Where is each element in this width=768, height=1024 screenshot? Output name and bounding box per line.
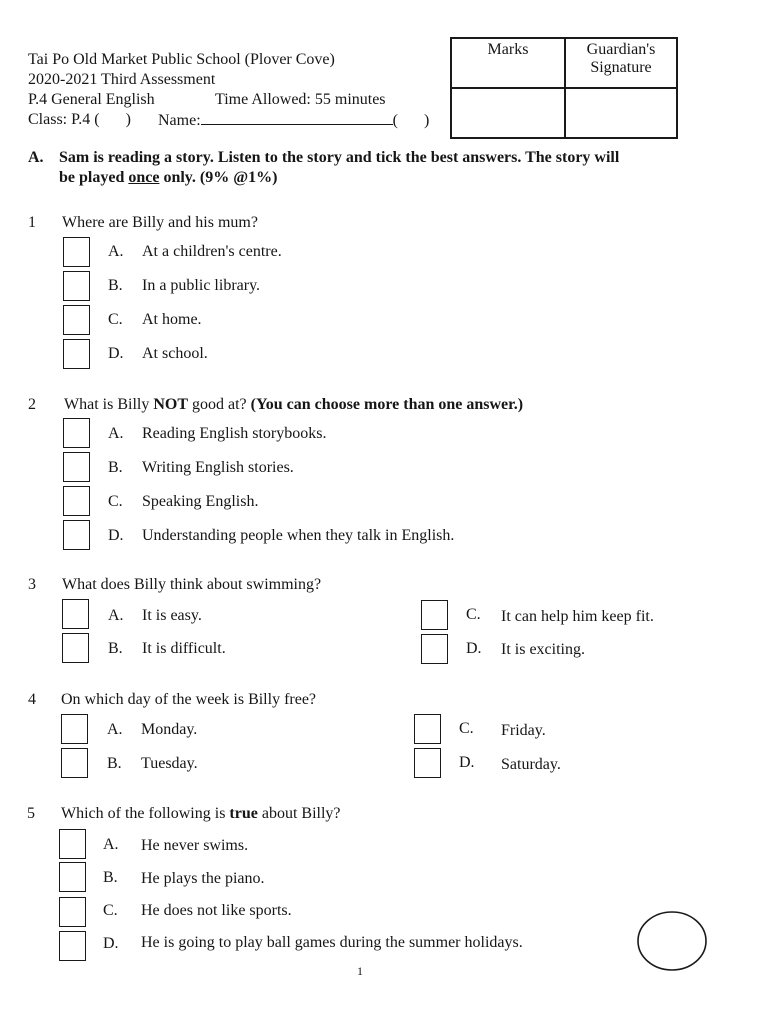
q2-option-b: Writing English stories. xyxy=(142,459,294,476)
q4-checkbox-a[interactable] xyxy=(61,714,88,744)
guardian-signature-header xyxy=(565,38,677,88)
q3-checkbox-b[interactable] xyxy=(62,633,89,663)
q5-checkbox-a[interactable] xyxy=(59,829,86,859)
q5-checkbox-c[interactable] xyxy=(59,897,86,927)
section-letter: A. xyxy=(28,149,44,166)
q2-checkbox-b[interactable] xyxy=(63,452,90,482)
q4-option-a: Monday. xyxy=(141,721,198,738)
q1-option-d: At school. xyxy=(142,345,208,362)
score-circle[interactable] xyxy=(636,910,710,974)
q2-letter-b: B. xyxy=(108,459,123,476)
name-paren-open: ( xyxy=(392,112,398,129)
q2-letter-d: D. xyxy=(108,527,124,544)
q1-letter-c: C. xyxy=(108,311,123,328)
name-line[interactable] xyxy=(201,110,393,125)
q2-letter-c: C. xyxy=(108,493,123,510)
question-1-text: Where are Billy and his mum? xyxy=(62,214,258,231)
q1-option-b: In a public library. xyxy=(142,277,261,294)
time-allowed: Time Allowed: 55 minutes xyxy=(215,91,386,108)
guardian-line1: Guardian's xyxy=(586,41,656,58)
q1-letter-b: B. xyxy=(108,277,123,294)
question-4-text: On which day of the week is Billy free? xyxy=(61,691,317,708)
q1-checkbox-b[interactable] xyxy=(63,271,90,301)
q4-letter-a: A. xyxy=(107,721,123,738)
q5-option-d: He is going to play ball games during the summer holidays. xyxy=(141,934,523,951)
q5-letter-a: A. xyxy=(103,836,119,853)
school-name: Tai Po Old Market Public School (Plover Cove) xyxy=(28,51,335,68)
q5-letter-b: B. xyxy=(103,869,118,886)
q3-letter-c: C. xyxy=(466,606,481,623)
question-5-number: 5 xyxy=(27,805,35,822)
question-2-number: 2 xyxy=(28,396,36,413)
q2-option-a: Reading English storybooks. xyxy=(142,425,327,442)
q3-option-d: It is exciting. xyxy=(501,641,585,658)
q1-letter-d: D. xyxy=(108,345,124,362)
q4-checkbox-c[interactable] xyxy=(414,714,441,744)
q5-option-c: He does not like sports. xyxy=(141,902,292,919)
class-label: Class: P.4 ( xyxy=(28,111,100,128)
subject-label: P.4 General English xyxy=(28,91,155,108)
page-number: 1 xyxy=(357,964,363,978)
q4-letter-d: D. xyxy=(459,754,475,771)
q1-checkbox-a[interactable] xyxy=(63,237,90,267)
q1-option-a: At a children's centre. xyxy=(142,243,282,260)
section-instruction-line1: Sam is reading a story. Listen to the story and tick the best answers. The story will xyxy=(59,149,620,166)
q1-option-c: At home. xyxy=(142,311,202,328)
q4-option-d: Saturday. xyxy=(501,756,561,773)
question-5-text: Which of the following is true about Billy? xyxy=(61,805,341,822)
q3-letter-b: B. xyxy=(108,640,123,657)
assessment-title: 2020-2021 Third Assessment xyxy=(28,71,216,88)
class-field[interactable] xyxy=(28,110,131,130)
q4-option-c: Friday. xyxy=(501,722,546,739)
marks-header: Marks xyxy=(451,38,565,88)
question-1-number: 1 xyxy=(28,214,36,231)
q2-checkbox-a[interactable] xyxy=(63,418,90,448)
q2-checkbox-c[interactable] xyxy=(63,486,90,516)
q3-option-c: It can help him keep fit. xyxy=(501,608,654,625)
not-emphasis: NOT xyxy=(153,396,188,413)
q4-option-b: Tuesday. xyxy=(141,755,198,772)
q5-option-a: He never swims. xyxy=(141,837,249,854)
q4-checkbox-d[interactable] xyxy=(414,748,441,778)
marks-table xyxy=(450,37,678,139)
q3-letter-a: A. xyxy=(108,607,124,624)
q1-letter-a: A. xyxy=(108,243,124,260)
q3-option-a: It is easy. xyxy=(142,607,202,624)
question-3-text: What does Billy think about swimming? xyxy=(62,576,322,593)
multi-answer-note: (You can choose more than one answer.) xyxy=(250,396,524,413)
name-field[interactable] xyxy=(158,110,429,131)
guardian-line2: Signature xyxy=(590,59,652,76)
q4-checkbox-b[interactable] xyxy=(61,748,88,778)
q5-letter-c: C. xyxy=(103,902,118,919)
section-instruction-line2: be played once only. (9% @1%) xyxy=(59,169,278,186)
q3-checkbox-c[interactable] xyxy=(421,600,448,630)
q3-option-b: It is difficult. xyxy=(142,640,226,657)
question-2-text: What is Billy NOT good at? (You can choose more than one answer.) xyxy=(64,396,524,413)
q4-letter-b: B. xyxy=(107,755,122,772)
q3-checkbox-d[interactable] xyxy=(421,634,448,664)
q1-checkbox-d[interactable] xyxy=(63,339,90,369)
q2-checkbox-d[interactable] xyxy=(63,520,90,550)
q5-checkbox-d[interactable] xyxy=(59,931,86,961)
question-4-number: 4 xyxy=(28,691,36,708)
q3-letter-d: D. xyxy=(466,640,482,657)
q2-letter-a: A. xyxy=(108,425,124,442)
q2-option-c: Speaking English. xyxy=(142,493,259,510)
true-emphasis: true xyxy=(229,805,258,822)
class-close: ) xyxy=(125,111,131,128)
q1-checkbox-c[interactable] xyxy=(63,305,90,335)
q3-checkbox-a[interactable] xyxy=(62,599,89,629)
guardian-signature-cell[interactable] xyxy=(565,88,677,138)
q5-letter-d: D. xyxy=(103,935,119,952)
marks-cell[interactable] xyxy=(451,88,565,138)
once-emphasis: once xyxy=(128,169,160,186)
q4-letter-c: C. xyxy=(459,720,474,737)
q2-option-d: Understanding people when they talk in English. xyxy=(142,527,455,544)
q5-option-b: He plays the piano. xyxy=(141,870,265,887)
name-paren-close: ) xyxy=(423,112,430,129)
question-3-number: 3 xyxy=(28,576,36,593)
q5-checkbox-b[interactable] xyxy=(59,862,86,892)
name-label: Name: xyxy=(158,112,201,129)
